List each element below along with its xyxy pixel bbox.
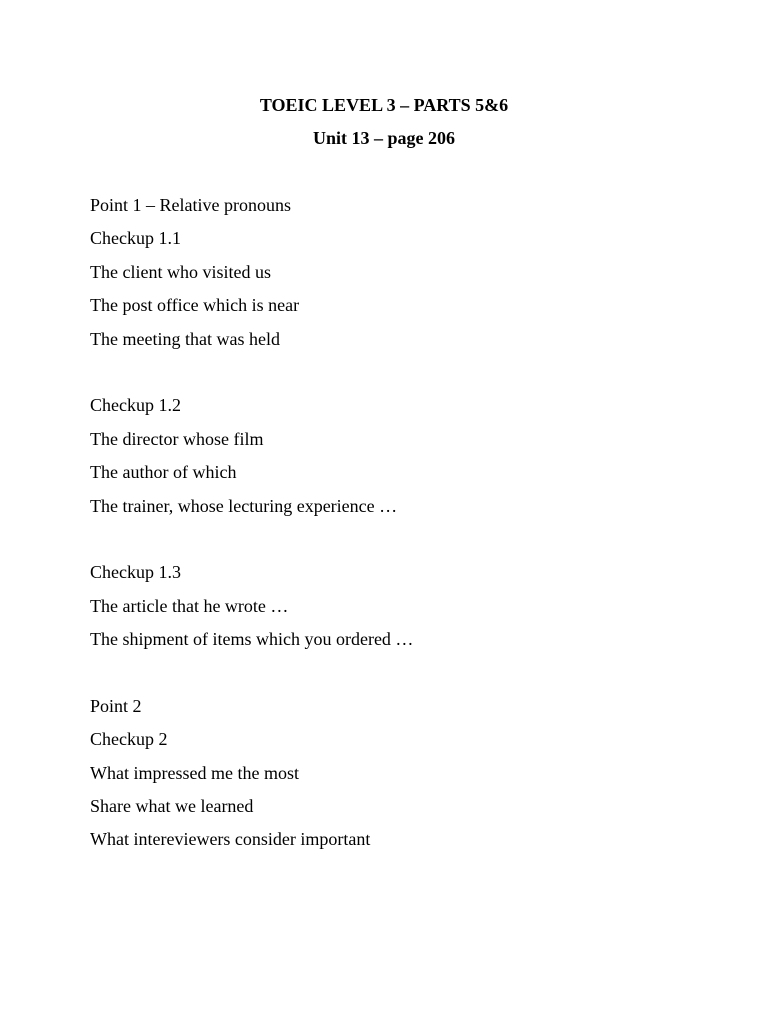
text-line: The author of which — [90, 462, 237, 483]
text-line: The post office which is near — [90, 295, 300, 316]
text-line: What intereviewers consider important — [90, 829, 371, 850]
section-checkup-1-3 — [90, 561, 730, 661]
section-checkup-1-2 — [90, 394, 730, 528]
text-line: The article that he wrote … — [90, 595, 289, 616]
spacer — [90, 528, 730, 561]
checkup-heading: Checkup 1.2 — [90, 395, 181, 416]
document-body — [90, 194, 730, 862]
text-line: The director whose film — [90, 428, 264, 449]
text-line: The meeting that was held — [90, 328, 280, 349]
text-line: What impressed me the most — [90, 762, 299, 783]
text-line: The trainer, whose lecturing experience … — [90, 495, 398, 516]
text-line: Share what we learned — [90, 796, 254, 817]
checkup-heading: Checkup 1.1 — [90, 228, 181, 249]
checkup-heading: Checkup 2 — [90, 729, 168, 750]
checkup-heading: Checkup 1.3 — [90, 562, 181, 583]
section-point-1 — [90, 194, 730, 361]
page-title: TOEIC LEVEL 3 – PARTS 5&6 — [259, 95, 509, 115]
text-line: The shipment of items which you ordered … — [90, 629, 414, 650]
page-subtitle: Unit 13 – page 206 — [312, 128, 455, 148]
section-heading: Point 2 — [90, 695, 142, 716]
section-heading: Point 1 – Relative pronouns — [90, 195, 291, 215]
text-line: The client who visited us — [90, 261, 271, 282]
section-point-2 — [90, 695, 730, 862]
spacer — [90, 661, 730, 694]
spacer — [90, 361, 730, 394]
